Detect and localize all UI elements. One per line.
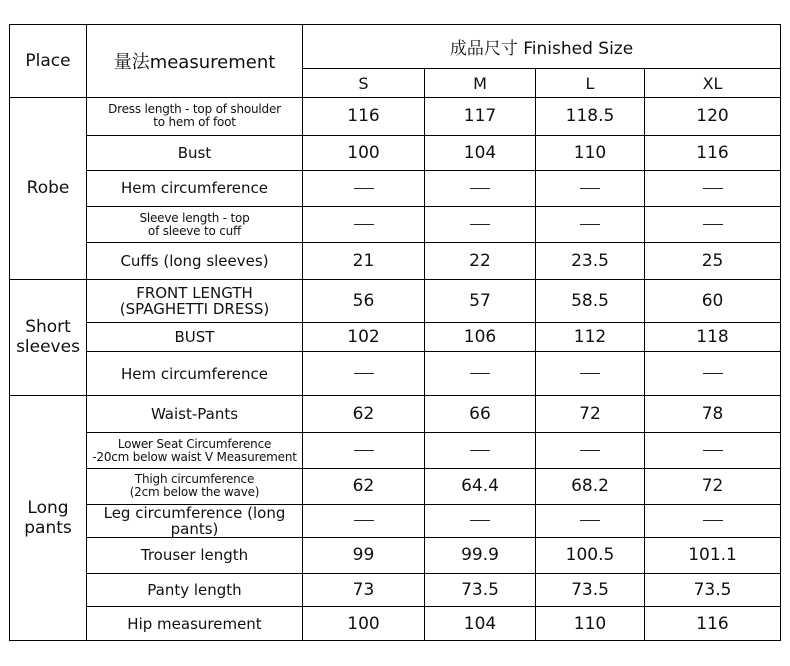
measurement-label [87, 607, 303, 641]
size-value-cell: 101.1 [645, 538, 781, 574]
size-value-cell: 112 [536, 322, 645, 351]
dash-mark [703, 520, 723, 521]
size-value-cell [303, 206, 425, 243]
dash-mark [703, 188, 723, 189]
measurement-label-line: Sleeve length - top [139, 210, 250, 225]
measurement-label-line: Dress length - top of shoulder [108, 102, 281, 117]
measurement-label-line: Lower Seat Circumference [117, 436, 272, 451]
dash-mark [470, 373, 490, 374]
table-row [10, 279, 781, 322]
measurement-label-line: (2cm below the wave) [129, 485, 260, 500]
size-value-cell [536, 433, 645, 469]
size-value-cell [536, 171, 645, 207]
size-value-cell: 100 [303, 607, 425, 641]
size-value-cell: 104 [425, 135, 536, 171]
dash-mark [580, 450, 600, 451]
measurement-label-line: -20cm below waist V Measurement [92, 449, 297, 464]
measurement-label-line: BUST [174, 327, 215, 346]
table-row [10, 243, 781, 280]
size-value-cell: 106 [425, 322, 536, 351]
size-value-cell [536, 352, 645, 396]
size-value-cell [645, 352, 781, 396]
size-value-cell: 99.9 [425, 538, 536, 574]
size-value-cell: 117 [425, 98, 536, 136]
place-cell [10, 395, 87, 640]
size-value-cell: 120 [645, 98, 781, 136]
size-value-cell: 25 [645, 243, 781, 280]
table-row [10, 322, 781, 351]
header-place: Place [10, 25, 87, 98]
measurement-label [87, 573, 303, 607]
table-row [10, 98, 781, 136]
place-cell [10, 279, 87, 395]
size-value-cell [425, 352, 536, 396]
size-value-cell: 118 [645, 322, 781, 351]
size-value-cell: 78 [645, 395, 781, 433]
size-value-cell: 116 [303, 98, 425, 136]
measurement-label-line: (SPAGHETTI DRESS) [119, 299, 270, 318]
measurement-label [87, 504, 303, 538]
measurement-label-line: Hem circumference [120, 179, 269, 198]
measurement-label [87, 171, 303, 207]
dash-mark [580, 224, 600, 225]
size-value-cell: 64.4 [425, 469, 536, 505]
size-value-cell [645, 433, 781, 469]
table-row [10, 504, 781, 538]
size-value-cell: 22 [425, 243, 536, 280]
measurement-label-line: Bust [177, 143, 212, 162]
dash-mark [354, 450, 374, 451]
measurement-label-line: Thigh circumference [134, 472, 255, 487]
size-value-cell: 73.5 [645, 573, 781, 607]
size-value-cell: 104 [425, 607, 536, 641]
table-row [10, 433, 781, 469]
table-row [10, 573, 781, 607]
size-value-cell: 102 [303, 322, 425, 351]
dash-mark [703, 224, 723, 225]
size-header-l: L [536, 69, 645, 98]
size-value-cell: 116 [645, 135, 781, 171]
table-row [10, 135, 781, 171]
measurement-label [87, 135, 303, 171]
place-label: pants [24, 517, 72, 538]
measurement-label-line: Trouser length [140, 546, 249, 565]
size-value-cell: 110 [536, 135, 645, 171]
size-value-cell: 100 [303, 135, 425, 171]
measurement-label-line: Hem circumference [120, 364, 269, 383]
size-value-cell: 60 [645, 279, 781, 322]
size-value-cell [536, 206, 645, 243]
size-value-cell: 100.5 [536, 538, 645, 574]
header-finished-size: 成品尺寸 Finished Size [303, 25, 781, 69]
dash-mark [580, 373, 600, 374]
measurement-label-line: Panty length [147, 581, 242, 600]
measurement-label-line: of sleeve to cuff [147, 223, 242, 238]
size-value-cell: 56 [303, 279, 425, 322]
size-value-cell [425, 171, 536, 207]
measurement-label [87, 433, 303, 469]
size-value-cell: 72 [536, 395, 645, 433]
measurement-label-line: Hip measurement [127, 614, 262, 633]
measurement-label [87, 243, 303, 280]
place-label: Long [27, 497, 69, 518]
table-row [10, 352, 781, 396]
size-table-body [10, 98, 781, 641]
size-chart-table [9, 24, 781, 641]
measurement-label [87, 322, 303, 351]
place-label: Robe [26, 178, 70, 199]
size-value-cell [645, 504, 781, 538]
size-value-cell: 73.5 [425, 573, 536, 607]
measurement-label [87, 395, 303, 433]
dash-mark [470, 224, 490, 225]
measurement-label [87, 98, 303, 136]
measurement-label [87, 538, 303, 574]
dash-mark [354, 373, 374, 374]
dash-mark [470, 188, 490, 189]
dash-mark [580, 188, 600, 189]
measurement-label-line: Leg circumference (long pants) [103, 504, 286, 538]
size-value-cell [645, 206, 781, 243]
measurement-label [87, 469, 303, 505]
size-value-cell: 73.5 [536, 573, 645, 607]
size-value-cell: 118.5 [536, 98, 645, 136]
dash-mark [470, 450, 490, 451]
place-label: Short [25, 317, 71, 338]
dash-mark [354, 188, 374, 189]
dash-mark [354, 224, 374, 225]
header-measurement: 量法measurement [87, 25, 303, 98]
size-value-cell: 57 [425, 279, 536, 322]
size-value-cell [303, 171, 425, 207]
size-value-cell: 66 [425, 395, 536, 433]
table-row [10, 171, 781, 207]
size-header-m: M [425, 69, 536, 98]
size-value-cell: 62 [303, 469, 425, 505]
measurement-label-line: FRONT LENGTH [136, 283, 253, 302]
size-value-cell: 110 [536, 607, 645, 641]
dash-mark [354, 520, 374, 521]
size-value-cell [425, 504, 536, 538]
size-value-cell [303, 433, 425, 469]
size-header-xl: XL [645, 69, 781, 98]
size-value-cell: 58.5 [536, 279, 645, 322]
size-value-cell: 21 [303, 243, 425, 280]
measurement-label-line: Cuffs (long sleeves) [120, 252, 269, 271]
table-row [10, 607, 781, 641]
measurement-label [87, 206, 303, 243]
measurement-label [87, 279, 303, 322]
size-header-s: S [303, 69, 425, 98]
table-row [10, 206, 781, 243]
size-value-cell: 62 [303, 395, 425, 433]
measurement-label [87, 352, 303, 396]
table-row [10, 395, 781, 433]
dash-mark [703, 373, 723, 374]
size-value-cell [425, 206, 536, 243]
size-value-cell [536, 504, 645, 538]
size-value-cell [425, 433, 536, 469]
dash-mark [580, 520, 600, 521]
place-cell [10, 98, 87, 280]
size-value-cell: 23.5 [536, 243, 645, 280]
measurement-label-line: Waist-Pants [150, 405, 239, 424]
size-value-cell: 116 [645, 607, 781, 641]
size-value-cell [303, 504, 425, 538]
measurement-label-line: to hem of foot [153, 115, 236, 130]
size-value-cell: 73 [303, 573, 425, 607]
size-value-cell [645, 171, 781, 207]
dash-mark [470, 520, 490, 521]
dash-mark [703, 450, 723, 451]
size-value-cell [303, 352, 425, 396]
table-row [10, 469, 781, 505]
place-label: sleeves [16, 337, 80, 358]
table-row [10, 538, 781, 574]
size-value-cell: 68.2 [536, 469, 645, 505]
size-value-cell: 99 [303, 538, 425, 574]
size-value-cell: 72 [645, 469, 781, 505]
